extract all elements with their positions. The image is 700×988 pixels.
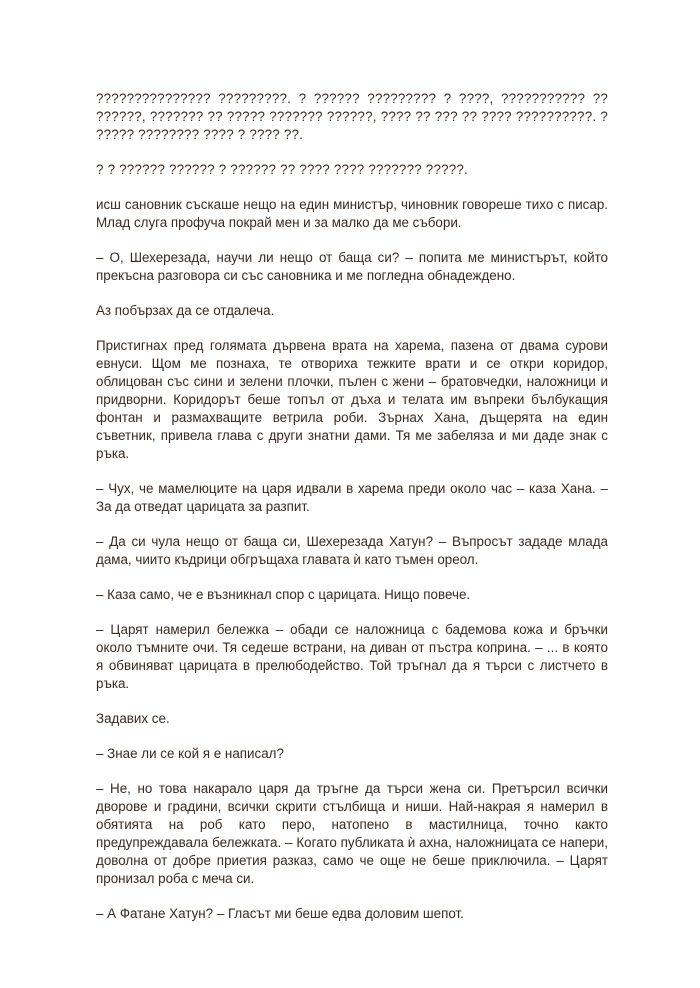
paragraph-garbled-2: ? ? ?????? ?????? ? ?????? ?? ???? ???? ??????? ?????.: [96, 162, 468, 177]
document-page: [96, 90, 608, 940]
paragraph-11: Задавих се.: [96, 711, 170, 726]
paragraph-12: – Знае ли се кой я е написал?: [96, 746, 284, 761]
paragraph-9: – Каза само, че е възникнал спор с царицата. Нищо повече.: [96, 587, 471, 602]
paragraph-8: – Да си чула нещо от баща си, Шехерезада Хатун? – Въпросът зададе млада дама, чиито къдрици обгръщаха главата ѝ като тъмен ореол.: [96, 534, 608, 567]
paragraph-3: исш сановник съскаше нещо на един министър, чиновник говореше тихо с писар. Млад слуга профуча покрай мен и за малко да ме събори.: [96, 197, 608, 230]
paragraph-4: – О, Шехерезада, научи ли нещо от баща си? – попита ме министърът, който прекъсна разговора си със сановника и ме погледна обнадеждено.: [96, 250, 608, 283]
paragraph-7: – Чух, че мамелюците на царя идвали в харема преди около час – каза Хана. – За да отведат царицата за разпит.: [96, 481, 608, 514]
paragraph-6: Пристигнах пред голямата дървена врата на харема, пазена от двама сурови евнуси. Щом ме познаха, те отвориха тежките врати и се откри коридор, облицован със сини и зелени плочки, пълен с жени – братовчедки, наложници и придворни. Коридорът беше топъл от дъха и телата им въпреки бълбукащия фонтан и размахващите ветрила роби. Зърнах Хана, дъщерята на един съветник, привела глава с други знатни дами. Тя ме забеляза и ми даде знак с ръка.: [96, 338, 608, 461]
paragraph-5: Аз побързах да се отдалеча.: [96, 303, 275, 318]
paragraph-garbled-1: ??????????????? ?????????. ? ?????? ????????? ? ????, ??????????? ?? ??????, ??????? ?? ????? ??????? ??????, ???? ?? ??? ?? ???? ??????????. ? ????? ???????? ???? ? ???? ??.: [96, 91, 608, 142]
paragraph-10: – Царят намерил бележка – обади се наложница с бадемова кожа и бръчки около тъмните очи. Тя седеше встрани, на диван от пъстра коприна. – ... в която я обвиняват царицата в прелюбодейство. Той тръгнал да я търси с листчето в ръка.: [96, 622, 608, 691]
paragraph-14: – А Фатане Хатун? – Гласът ми беше едва доловим шепот.: [96, 906, 464, 921]
paragraph-13: – Не, но това накарало царя да тръгне да търси жена си. Претърсил всички дворове и градини, всички скрити стълбища и ниши. Най-накрая я намерил в обятията на роб като перо, натопено в мастилница, точно както предупреждавала бележката. – Когато публиката ѝ ахна, наложницата се напери, доволна от добре приетия разказ, само че още не беше приключила. – Царят пронизал роба с меча си.: [96, 781, 608, 886]
